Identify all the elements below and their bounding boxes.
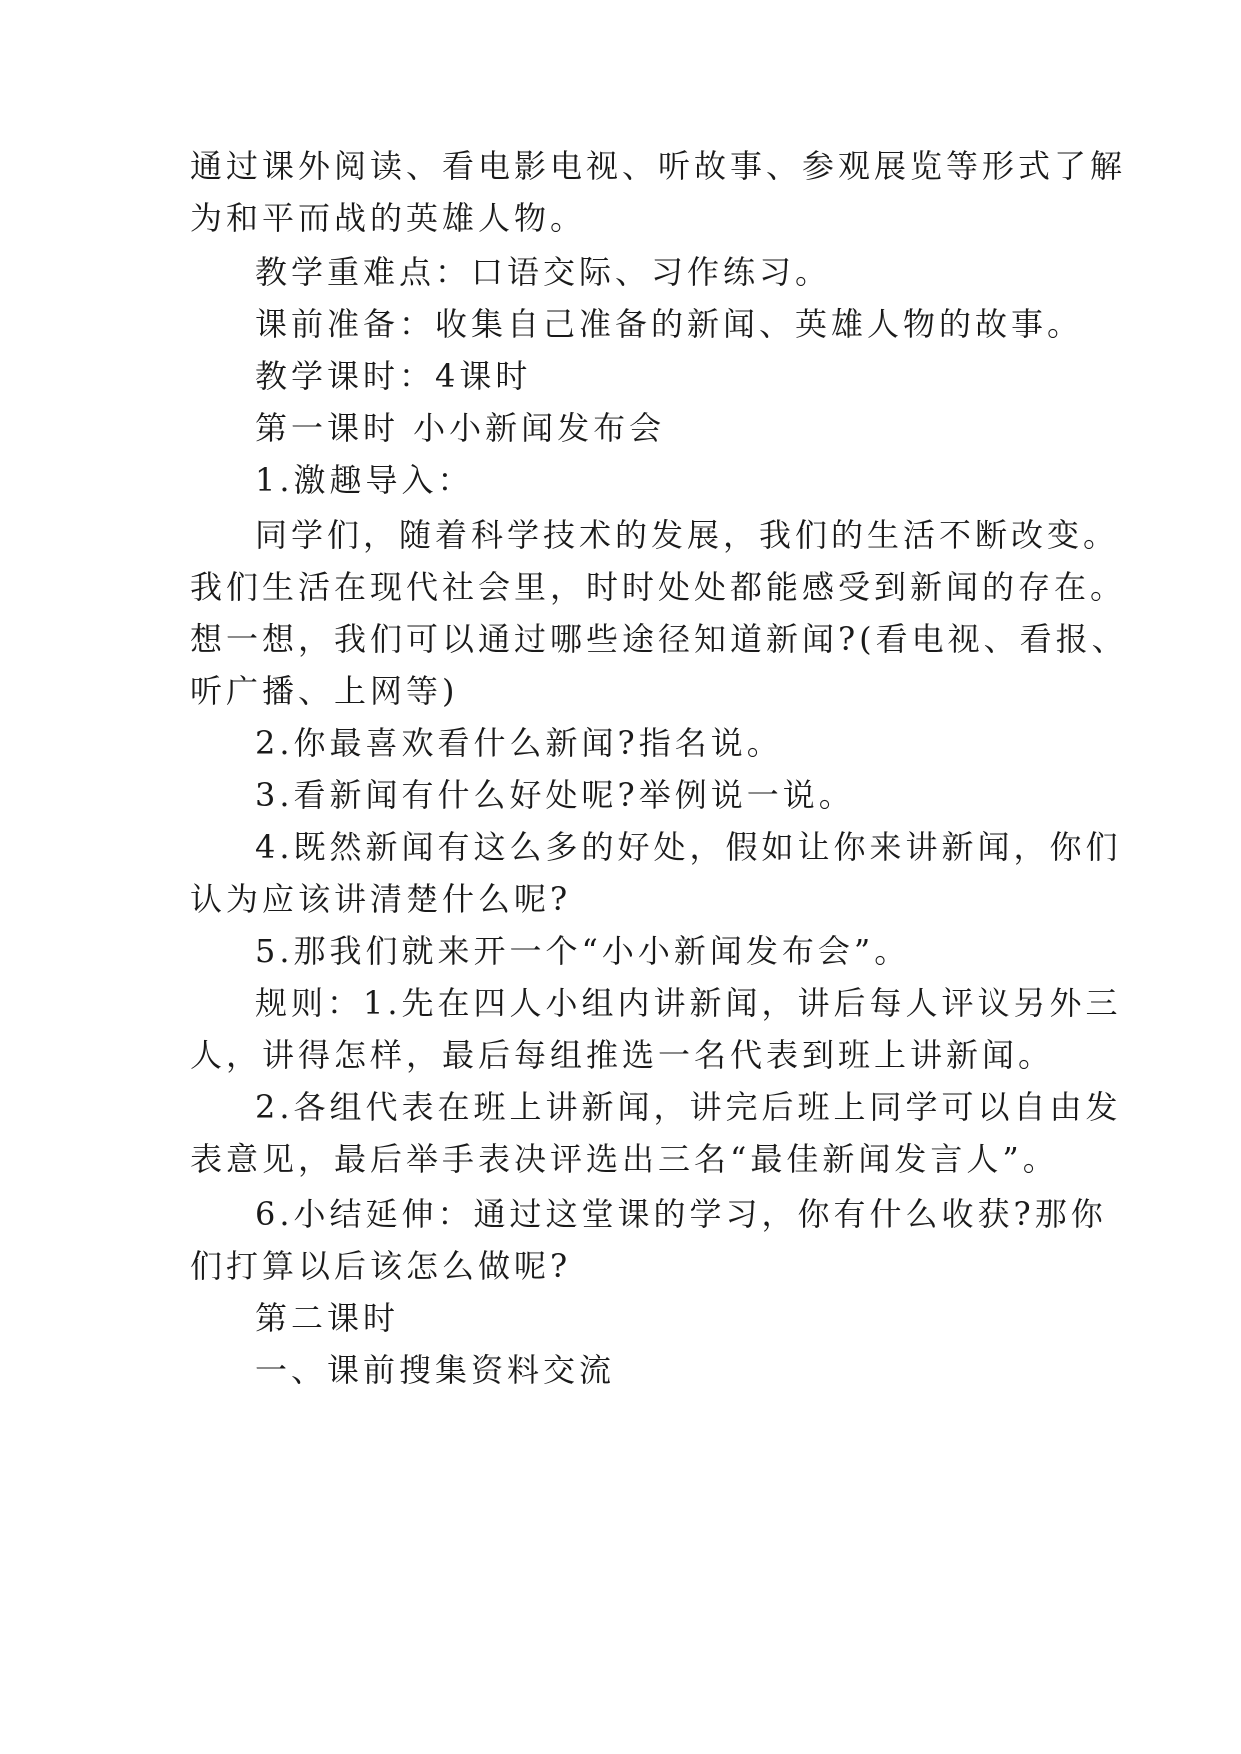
section-heading: 一、课前搜集资料交流 (255, 1351, 616, 1389)
text-line: 想一想，我们可以通过哪些途径知道新闻?(看电视、看报、 (190, 620, 1128, 658)
text-line: 听广播、上网等) (190, 672, 459, 710)
text-line: 3.看新闻有什么好处呢?举例说一说。 (255, 776, 855, 814)
text-line: 我们生活在现代社会里，时时处处都能感受到新闻的存在。 (190, 568, 1127, 606)
text-line: 2.各组代表在班上讲新闻，讲完后班上同学可以自由发 (255, 1088, 1122, 1126)
text-line: 6.小结延伸：通过这堂课的学习，你有什么收获?那你 (255, 1195, 1107, 1233)
text-line: 2.你最喜欢看什么新闻?指名说。 (255, 724, 783, 762)
text-line: 课前准备：收集自己准备的新闻、英雄人物的故事。 (255, 305, 1084, 343)
text-line: 4.既然新闻有这么多的好处，假如让你来讲新闻，你们 (255, 828, 1122, 866)
text-line: 们打算以后该怎么做呢? (190, 1247, 572, 1285)
text-line: 同学们，随着科学技术的发展，我们的生活不断改变。 (255, 516, 1120, 554)
text-line: 认为应该讲清楚什么呢? (190, 880, 572, 918)
text-line: 教学课时：4课时 (255, 357, 532, 395)
text-line: 为和平而战的英雄人物。 (190, 199, 587, 237)
text-line: 教学重难点：口语交际、习作练习。 (255, 253, 832, 291)
text-line: 1.激趣导入： (255, 461, 474, 499)
text-line: 通过课外阅读、看电影电视、听故事、参观展览等形式了解 (190, 147, 1127, 185)
text-line: 人，讲得怎样，最后每组推选一名代表到班上讲新闻。 (190, 1036, 1055, 1074)
section-heading: 第一课时 小小新闻发布会 (255, 409, 666, 447)
section-heading: 第二课时 (255, 1299, 400, 1337)
text-line: 5.那我们就来开一个“小小新闻发布会”。 (255, 932, 911, 970)
text-line: 表意见，最后举手表决评选出三名“最佳新闻发言人”。 (190, 1140, 1059, 1178)
text-line: 规则：1.先在四人小组内讲新闻，讲后每人评议另外三 (255, 984, 1122, 1022)
